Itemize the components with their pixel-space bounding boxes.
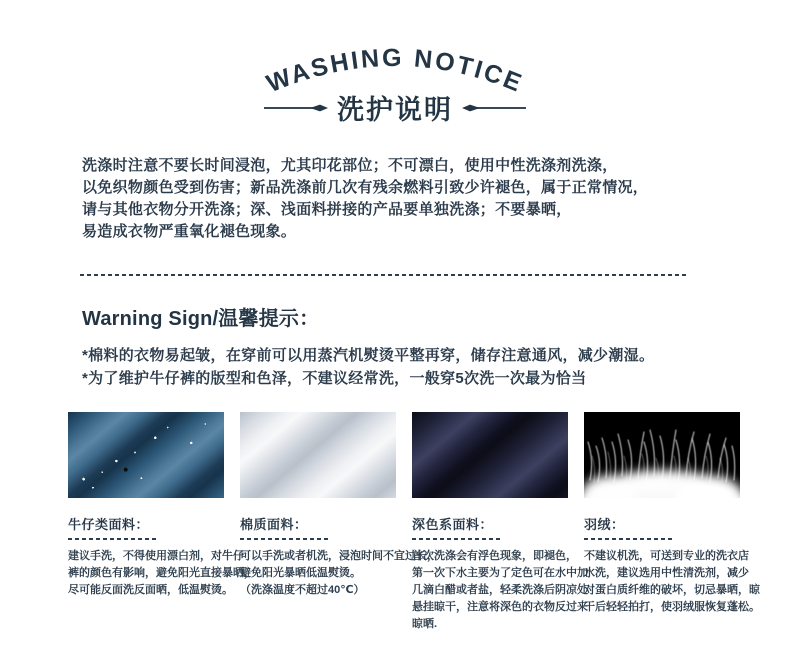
fabric-desc-line: （洗涤温度不超过40℃） (240, 584, 365, 596)
fabric-desc-line: 水洗，建议选用中性清洗剂，减少 (584, 567, 749, 579)
fabric-desc-line: 避免阳光暴晒低温熨烫。 (240, 567, 361, 579)
intro-line: 以免织物颜色受到伤害；新品洗涤前几次有残余燃料引致少许褪色，属于正常情况， (82, 179, 649, 196)
fabric-column-dark (412, 412, 588, 633)
fabric-desc-line: 建议手洗，不得使用漂白剂，对牛仔 (68, 550, 244, 562)
fabric-desc-line: 悬挂晾干，注意将深色的衣物反过来 (412, 601, 588, 613)
fabric-desc-line: 首次洗涤会有浮色现象，即褪色， (412, 550, 577, 562)
fabric-desc-line: 晾晒. (412, 618, 438, 630)
intro-line: 请与其他衣物分开洗涤；深、浅面料拼接的产品要单独洗涤；不要暴晒， (82, 201, 572, 218)
warning-section (82, 302, 654, 390)
fabric-title: 牛仔类面料： (68, 517, 150, 532)
warning-heading-en: Warning Sign/ (82, 308, 219, 330)
arc-title-text: WASHING NOTICE (262, 43, 528, 99)
warning-heading (82, 302, 654, 331)
denim-fabric-image (68, 412, 224, 498)
fabric-desc-line: 几滴白醋或者盐，轻柔洗涤后阴凉处 (412, 584, 588, 596)
fabric-title: 棉质面料： (240, 517, 308, 532)
warning-tip: *棉料的衣物易起皱，在穿前可以用蒸汽机熨烫平整再穿，储存注意通风，减少潮湿。 (82, 347, 655, 364)
dashed-divider (80, 274, 689, 276)
fabric-desc-line: 对蛋白质纤维的破坏，切忌暴晒，晾 (584, 584, 760, 596)
fabric-column-denim (68, 412, 255, 633)
page-title: 洗护说明 (337, 95, 453, 125)
dashed-underline (68, 538, 156, 540)
fabric-description (68, 548, 255, 599)
fabric-desc-line: 可以手洗或者机洗，浸泡时间不宜过长， (240, 550, 438, 562)
cotton-fabric-image (240, 412, 396, 498)
fabric-title: 羽绒： (584, 517, 625, 532)
fabric-desc-line: 尽可能反面洗反面晒，低温熨烫。 (68, 584, 233, 596)
dashed-underline (412, 538, 500, 540)
dashed-underline (584, 538, 672, 540)
warning-tip: *为了维护牛仔裤的版型和色泽，不建议经常洗，一般穿5次洗一次最为恰当 (82, 370, 587, 387)
fabric-description (412, 548, 588, 633)
down-feather-image (584, 412, 740, 498)
right-line-ornament-icon (462, 103, 526, 113)
intro-paragraph (82, 155, 648, 243)
dark-fabric-image (412, 412, 568, 498)
fabric-desc-line: 第一次下水主要为了定色可在水中加 (412, 567, 588, 579)
fabric-care-columns (68, 412, 760, 633)
fabric-column-down (584, 412, 760, 633)
intro-line: 易造成衣物严重氧化褪色现象。 (82, 223, 297, 240)
warning-heading-cn: 温馨提示： (218, 308, 320, 330)
fabric-description (584, 548, 760, 616)
fabric-description (240, 548, 438, 599)
intro-line: 洗涤时注意不要长时间浸泡，尤其印花部位；不可漂白，使用中性洗涤剂洗涤， (82, 157, 618, 174)
dashed-underline (240, 538, 328, 540)
left-line-ornament-icon (264, 103, 328, 113)
fabric-title: 深色系面料： (412, 517, 494, 532)
cn-title-row (0, 88, 790, 127)
fabric-desc-line: 不建议机洗，可送到专业的洗衣店 (584, 550, 749, 562)
fabric-desc-line: 裤的颜色有影响，避免阳光直接暴晒， (68, 567, 255, 579)
fabric-desc-line: 干后轻轻拍打，使羽绒服恢复蓬松。 (584, 601, 760, 613)
